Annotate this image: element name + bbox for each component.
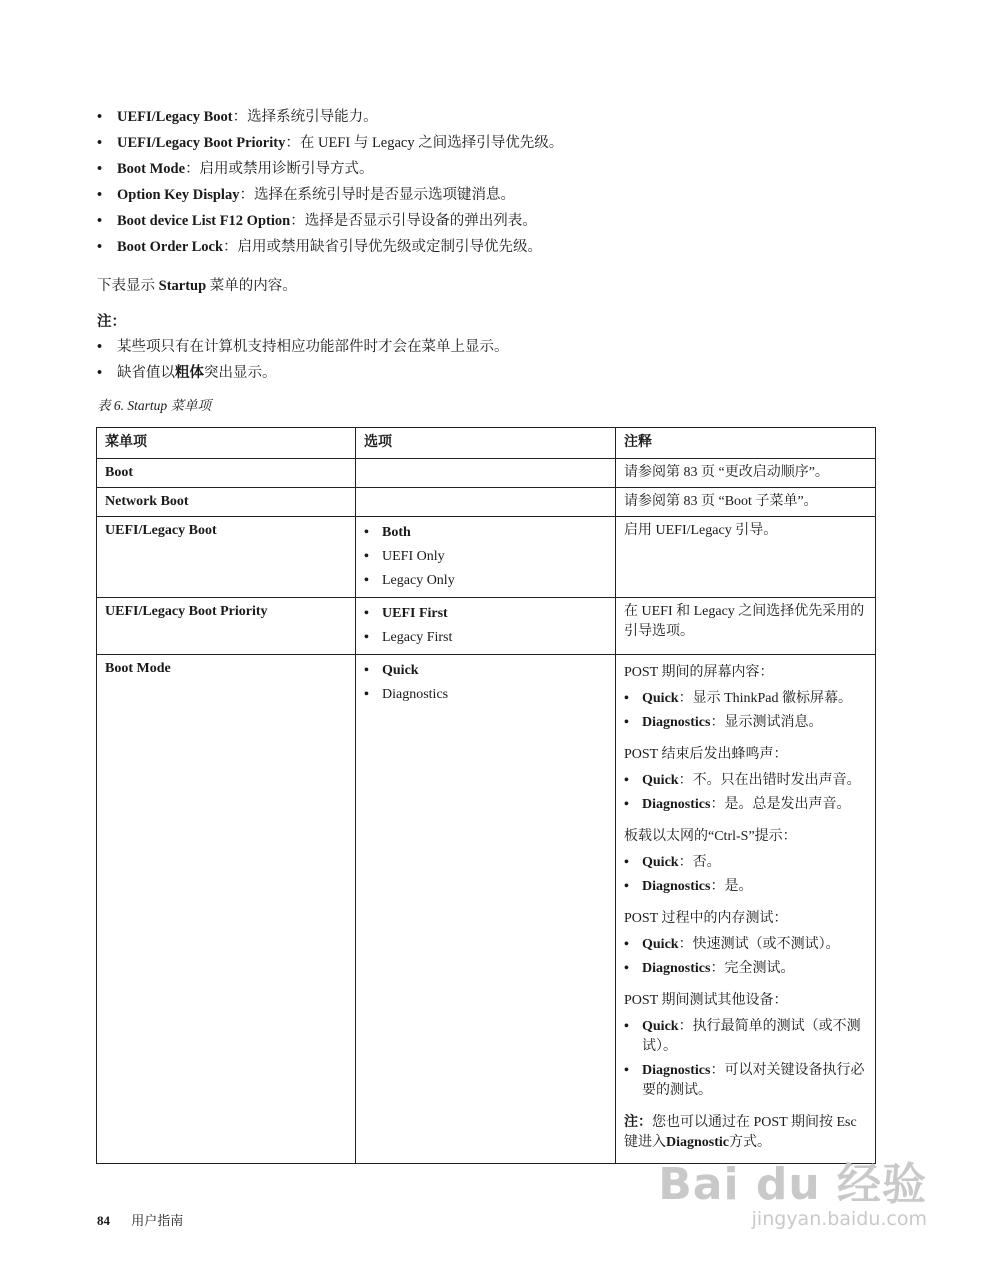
header-menu-item: 菜单项 [97,428,356,459]
row-options [356,598,616,655]
list-item: • 缺省值以粗体突出显示。 [97,360,879,386]
option-item: • Legacy First [364,626,607,650]
table-row [97,655,876,1164]
option-item: • Legacy Only [364,569,607,593]
row-name: Boot [97,459,356,488]
row-comment: 启用 UEFI/Legacy 引导。 [616,517,876,598]
list-item: • Diagnostics：完全测试。 [624,959,867,979]
row-name: UEFI/Legacy Boot [97,517,356,598]
option-item: • UEFI Only [364,545,607,569]
list-item: • Option Key Display：选择在系统引导时是否显示选项键消息。 [97,182,879,208]
intro-list [97,104,879,260]
row-comment: POST 期间的屏幕内容： • Quick：显示 ThinkPad 徽标屏幕。 • Diagnostics：显示测试消息。 POST 结束后发出蜂鸣声： • Quick：不。只在出错时发出声音。 • Diagnostics：是。总是发出声音。 板载以太网的“Ctrl-S”提示： • Quick：否。 • Diagnostics：是。 POST 过程中的内存测试： • Quick：快速测试（或不测试）。 • Diagnostics：完全测试。 POST 期间测试其他设备： • Quick：执行最简单的测试（或不测试）。 • Diagnostics：可以对关键设备执行必要的测试。 注：您也可以通过在 POST 期间按 Esc 键进入Diagnostic方式。 [616,655,876,1164]
list-item: • Quick：否。 [624,853,867,873]
boot-mode-note: 注：您也可以通过在 POST 期间按 Esc 键进入Diagnostic方式。 [624,1115,857,1150]
option-item: • Both [364,521,607,545]
list-item: • 某些项只有在计算机支持相应功能部件时才会在菜单上显示。 [97,334,879,360]
list-item: • Quick：快速测试（或不测试）。 [624,935,867,955]
list-item: • Boot Mode：启用或禁用诊断引导方式。 [97,156,879,182]
row-name: Network Boot [97,488,356,517]
row-options [356,459,616,488]
table-row [97,488,876,517]
header-comments: 注释 [616,428,876,459]
row-name: Boot Mode [97,655,356,1164]
list-item: • Quick：不。只在出错时发出声音。 [624,771,867,791]
table-caption: 表 6. Startup 菜单项 [97,398,212,413]
table-intro: 下表显示 Startup 菜单的内容。 [97,278,297,294]
page-footer [97,1210,183,1229]
watermark [658,1148,927,1230]
header-options: 选项 [356,428,616,459]
table-row [97,517,876,598]
row-comment: 在 UEFI 和 Legacy 之间选择优先采用的引导选项。 [616,598,876,655]
notes-list [97,334,879,386]
list-item: • Diagnostics：是。 [624,877,867,897]
row-options [356,655,616,1164]
page-content [97,104,879,416]
list-item: • Diagnostics：是。总是发出声音。 [624,795,867,815]
list-item: • UEFI/Legacy Boot Priority：在 UEFI 与 Legacy 之间选择引导优先级。 [97,130,879,156]
page-number: 84 [97,1213,110,1228]
book-title: 用户指南 [131,1213,184,1228]
row-options [356,488,616,517]
list-item: • Quick：显示 ThinkPad 徽标屏幕。 [624,689,867,709]
list-item: • Diagnostics：显示测试消息。 [624,713,867,733]
list-item: • Boot Order Lock：启用或禁用缺省引导优先级或定制引导优先级。 [97,234,879,260]
watermark-url: jingyan.baidu.com [751,1208,927,1230]
list-item: • Quick：执行最简单的测试（或不测试）。 [624,1017,867,1057]
row-name: UEFI/Legacy Boot Priority [97,598,356,655]
table-row [97,598,876,655]
row-options [356,517,616,598]
watermark-logo: Bai du 经验 [658,1159,927,1210]
row-comment: 请参阅第 83 页 “更改启动顺序”。 [616,459,876,488]
list-item: • UEFI/Legacy Boot：选择系统引导能力。 [97,104,879,130]
note-label: 注： [97,314,126,330]
option-item: • Quick [364,659,607,683]
list-item: • Diagnostics：可以对关键设备执行必要的测试。 [624,1061,867,1101]
startup-menu-table [96,427,876,1164]
table-header-row [97,428,876,459]
table-row [97,459,876,488]
option-item: • Diagnostics [364,683,607,707]
list-item: • Boot device List F12 Option：选择是否显示引导设备的弹出列表。 [97,208,879,234]
row-comment: 请参阅第 83 页 “Boot 子菜单”。 [616,488,876,517]
option-item: • UEFI First [364,602,607,626]
